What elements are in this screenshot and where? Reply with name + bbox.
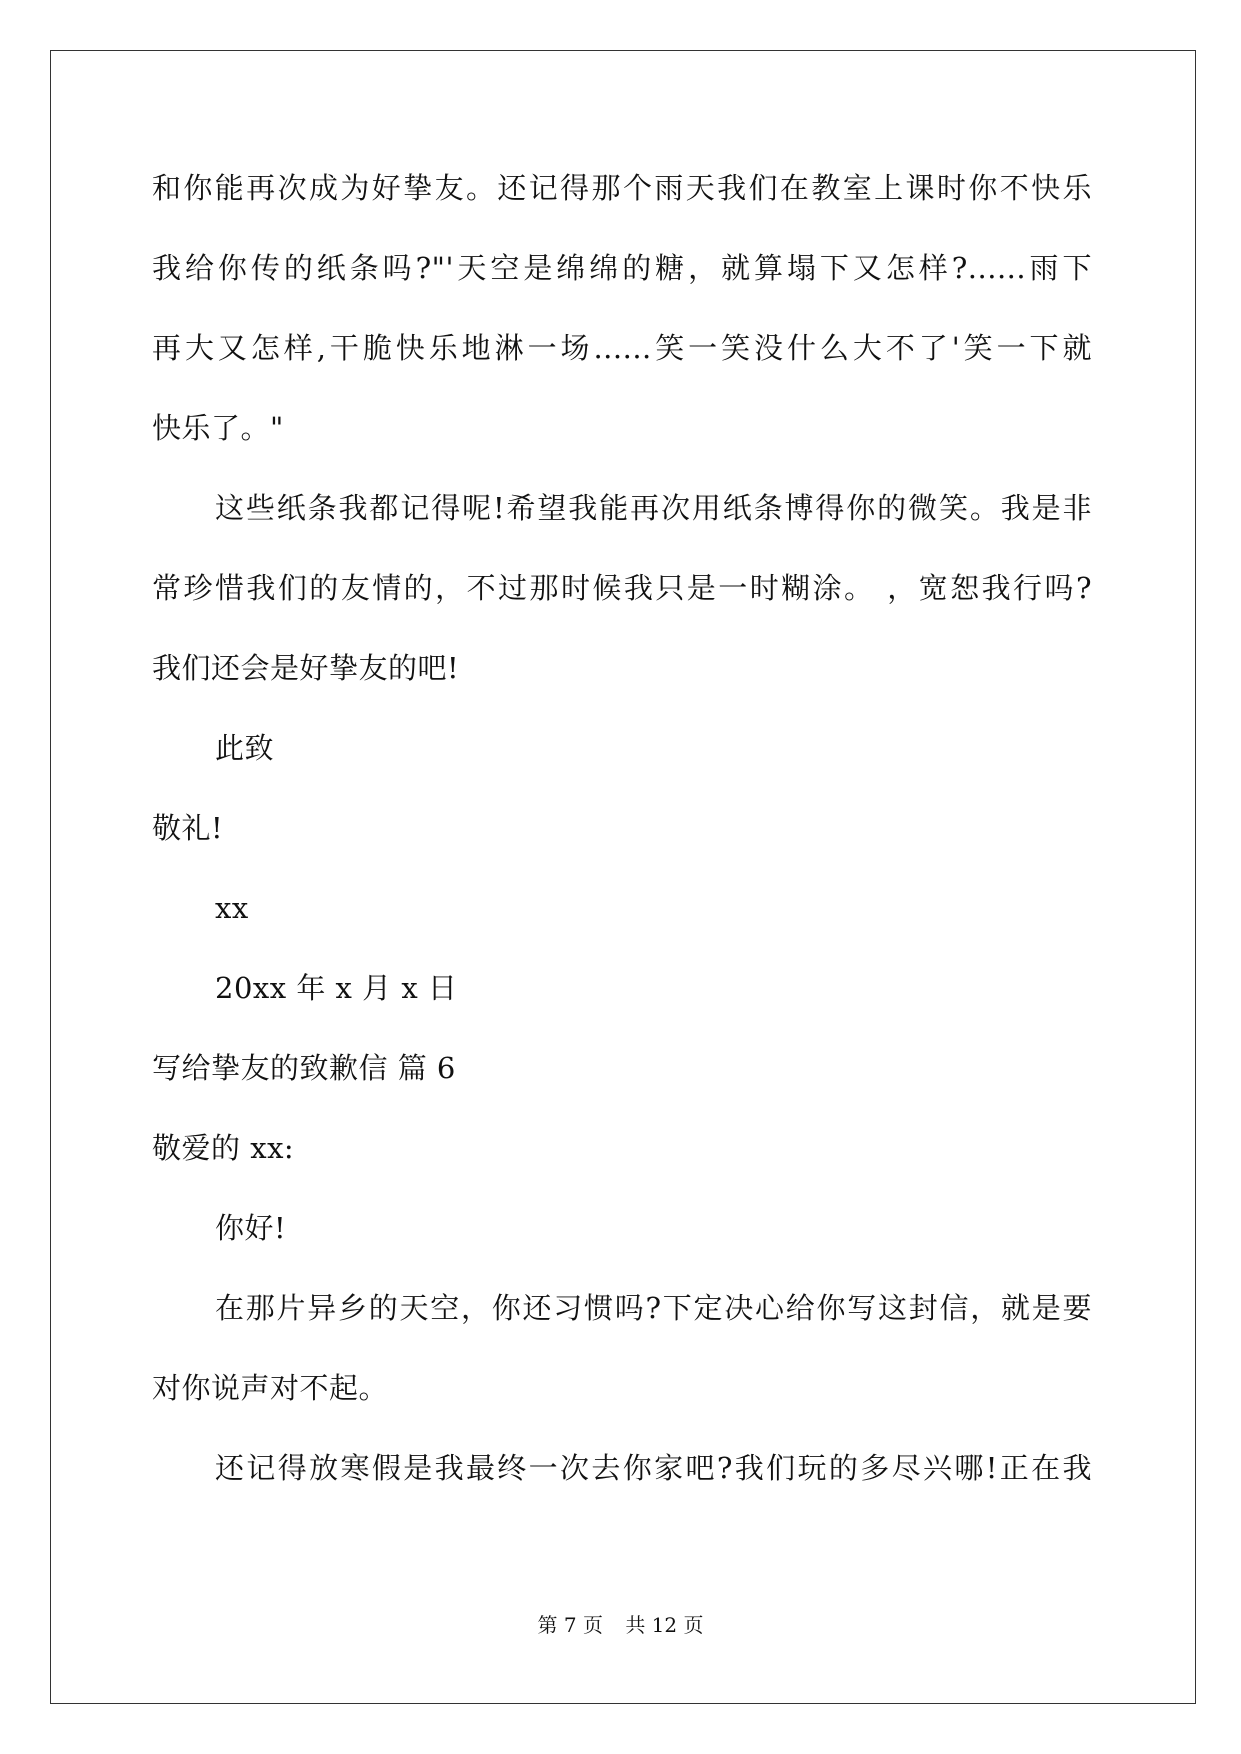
salutation: 敬爱的 xx: (152, 1131, 295, 1165)
closing-jingli: 敬礼! (152, 811, 224, 845)
body-line-4: 快乐了。" (152, 411, 284, 445)
closing-cizhi: 此致 (215, 731, 275, 765)
body-line-5: 这些纸条我都记得呢!希望我能再次用纸条博得你的微笑。我是非 (215, 491, 1092, 525)
body-line-6: 常珍惜我们的友情的，不过那时候我只是一时糊涂。 ，宽恕我行吗? (152, 571, 1092, 605)
signature-date: 20xx 年 x 月 x 日 (215, 971, 458, 1005)
body-line-3: 再大又怎样,干脆快乐地淋一场......笑一笑没什么大不了'笑一下就 (152, 331, 1092, 365)
body-line-2: 我给你传的纸条吗?"'天空是绵绵的糖，就算塌下又怎样?......雨下 (152, 251, 1092, 285)
section-heading: 写给挚友的致歉信 篇 6 (152, 1051, 456, 1085)
greeting: 你好! (215, 1211, 287, 1245)
signature-name: xx (215, 891, 249, 925)
body-line-7: 我们还会是好挚友的吧! (152, 651, 460, 685)
page-footer (0, 1612, 1241, 1638)
body-line-8: 在那片异乡的天空，你还习惯吗?下定决心给你写这封信，就是要 (215, 1291, 1092, 1325)
page-number: 第 7 页 (537, 1613, 603, 1637)
page-total: 共 12 页 (625, 1613, 704, 1637)
body-line-10: 还记得放寒假是我最终一次去你家吧?我们玩的多尽兴哪!正在我 (215, 1451, 1092, 1485)
body-line-1: 和你能再次成为好挚友。还记得那个雨天我们在教室上课时你不快乐 (152, 171, 1092, 205)
body-line-9: 对你说声对不起。 (152, 1371, 389, 1405)
